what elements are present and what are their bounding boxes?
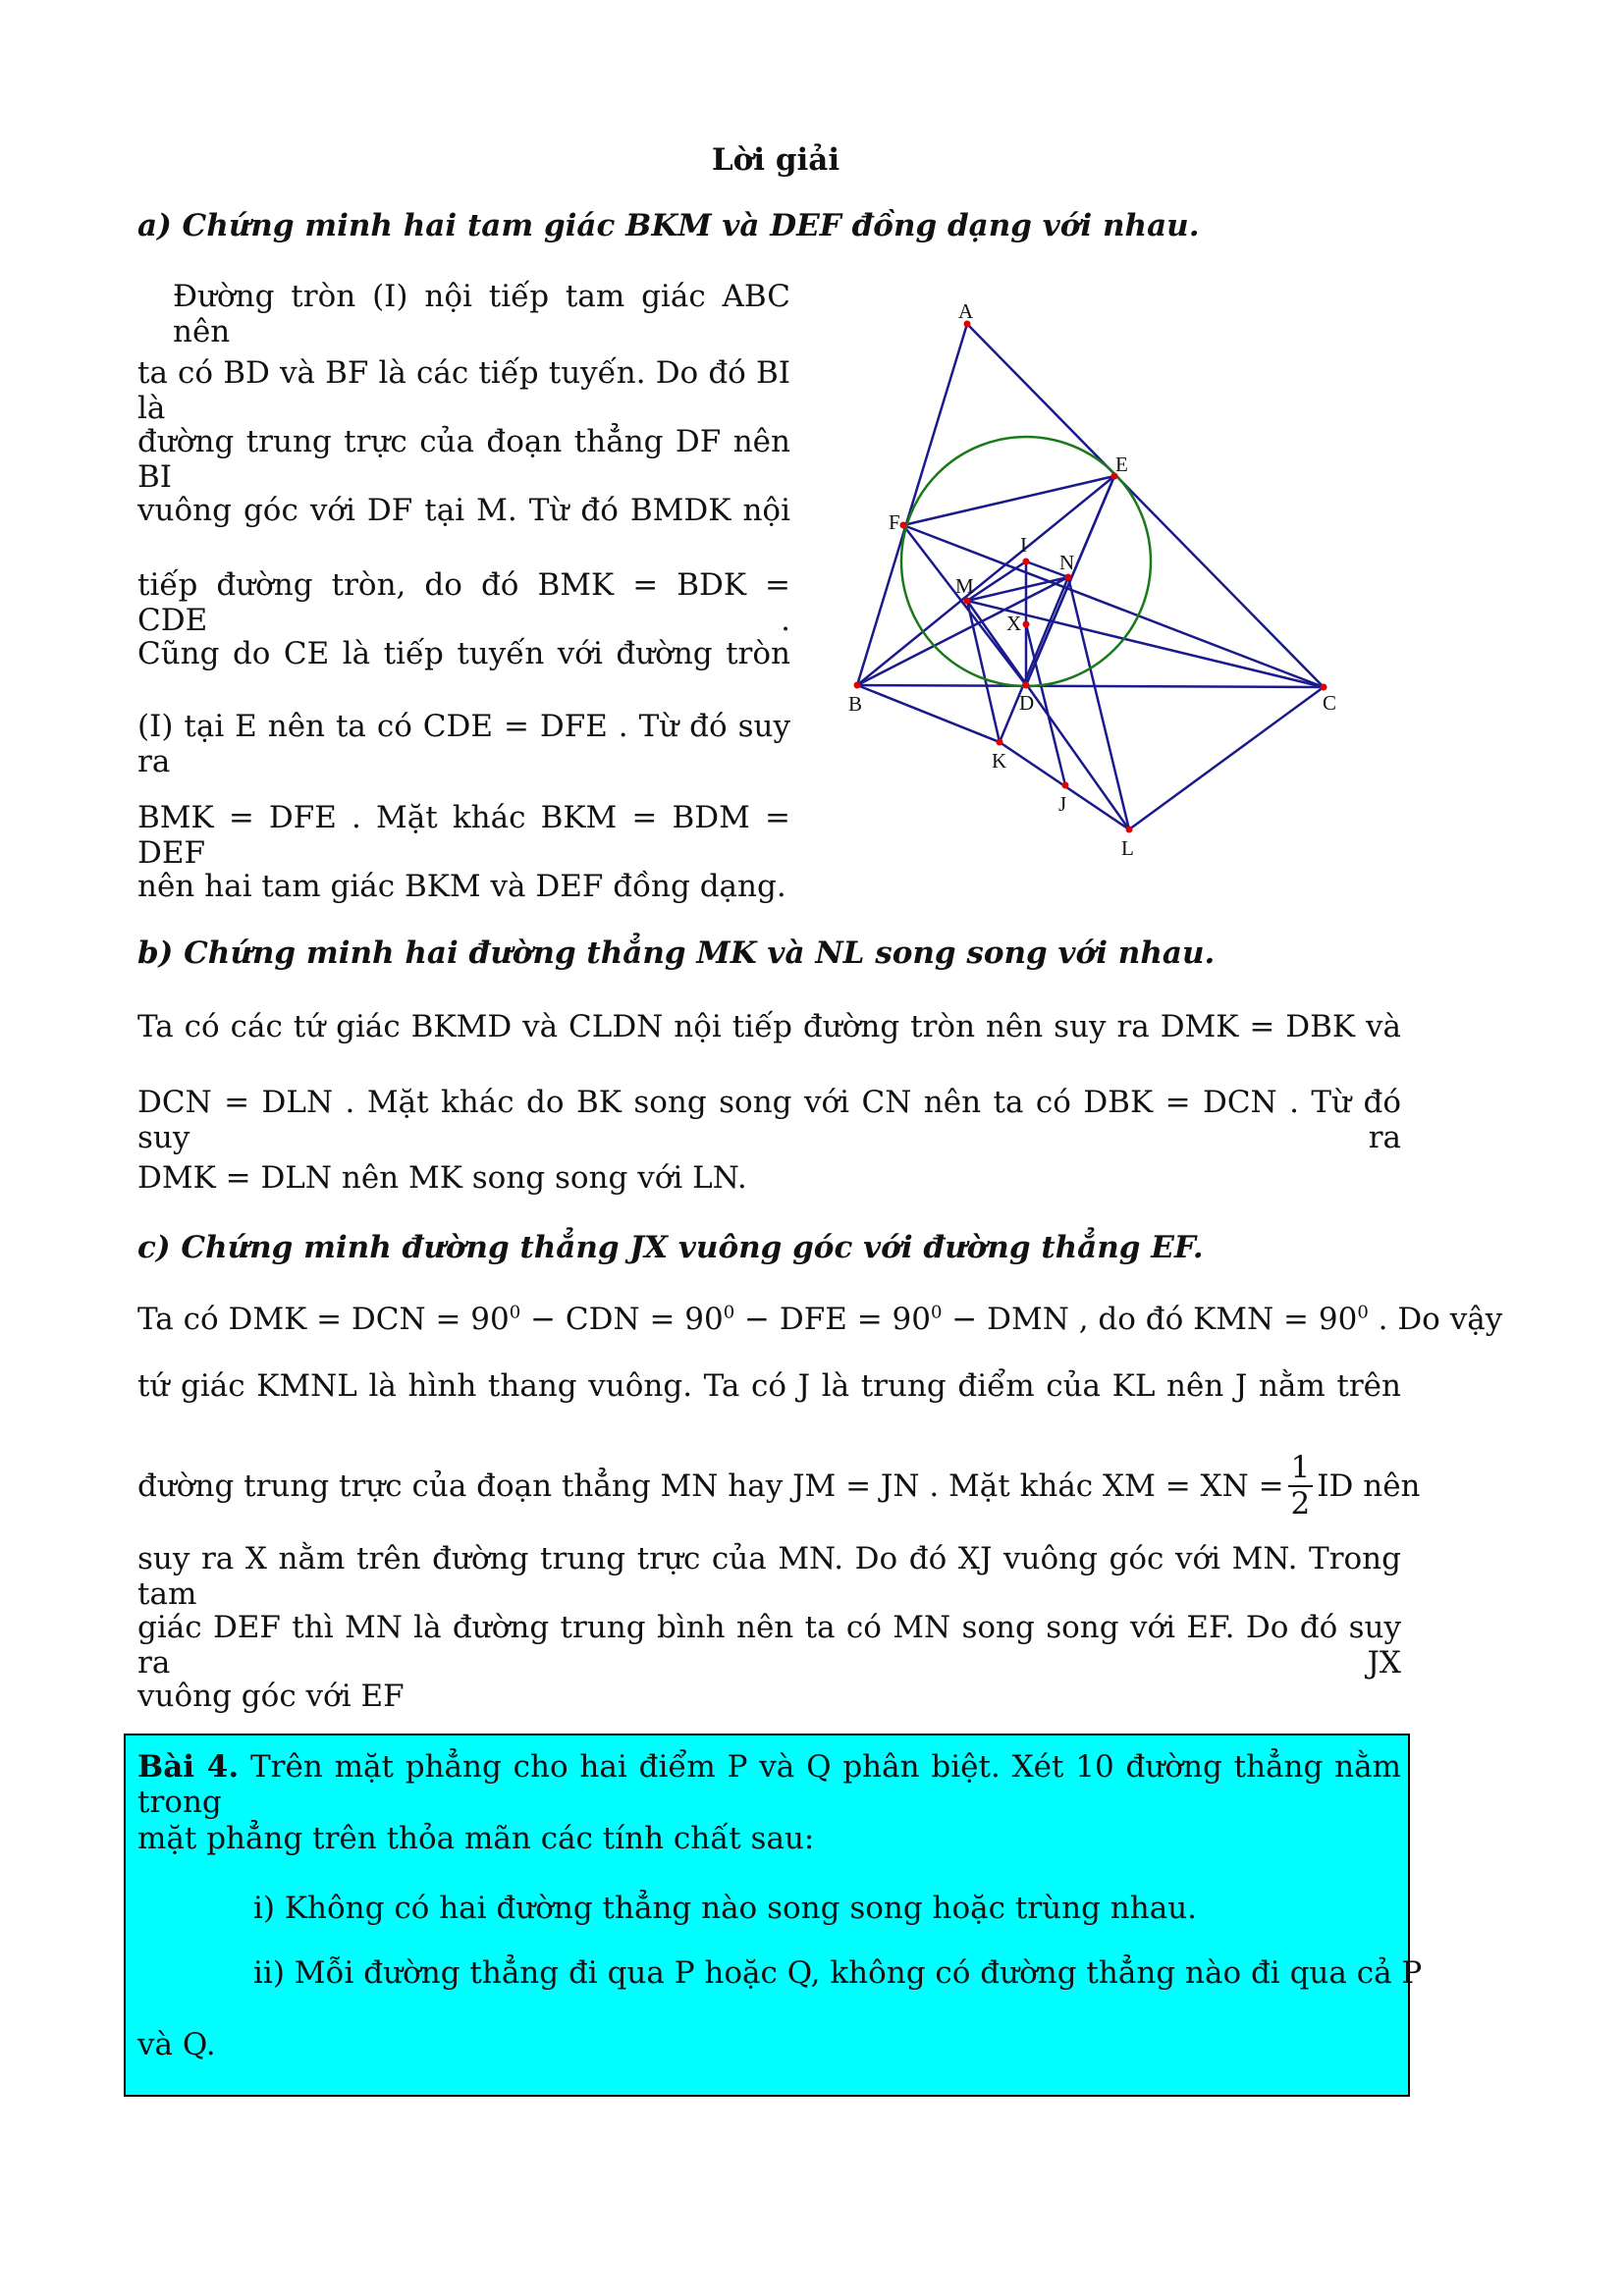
label-k: K (992, 749, 1007, 773)
part-a-line: vuông góc với DF tại M. Từ đó BMDK nội (137, 493, 790, 528)
segment (1129, 687, 1324, 829)
fraction (1288, 1450, 1314, 1522)
part-a-line: Đường tròn (I) nội tiếp tam giác ABC nên (173, 279, 790, 349)
part-c-line-6: vuông góc với EF (137, 1679, 405, 1714)
part-c-heading: c) Chứng minh đường thẳng JX vuông góc với đường thẳng EF. (137, 1230, 1204, 1265)
part-a-line: ta có BD và BF là các tiếp tuyến. Do đó BI là (137, 355, 790, 426)
text-run: . Do vậy (1368, 1302, 1503, 1337)
label-x: X (1006, 612, 1022, 635)
label-n: N (1059, 551, 1075, 574)
part-a-line: BMK = DFE . Mặt khác BKM = BDM = DEF (137, 800, 790, 871)
text-run: ID nên (1317, 1468, 1421, 1504)
part-b-heading: b) Chứng minh hai đường thẳng MK và NL song song với nhau. (137, 935, 1216, 971)
part-c-line-3 (137, 1450, 1421, 1522)
segment (857, 476, 1114, 685)
math-expression: − CDN = 90 (520, 1302, 724, 1337)
point-l (1126, 827, 1133, 833)
segment (857, 324, 967, 685)
page-title: Lời giải (711, 142, 840, 178)
label-i: I (1020, 533, 1027, 557)
segment (1068, 577, 1129, 829)
degree-sup: 0 (509, 1302, 521, 1323)
text-run: Trên mặt phẳng cho hai điểm P và Q phân biệt. Xét 10 đường thẳng nằm trong (137, 1749, 1401, 1820)
text-run: đường trung trực của đoạn thẳng MN hay JM = JN . Mặt khác XM = XN = (137, 1468, 1284, 1504)
part-a-line: nên hai tam giác BKM và DEF đồng dạng. (137, 869, 786, 904)
geometry-figure (844, 294, 1355, 864)
segment (967, 577, 1068, 601)
segment (857, 685, 1000, 742)
fraction-denominator: 2 (1290, 1486, 1311, 1522)
label-e: E (1115, 453, 1128, 476)
part-b-line: DMK = DLN nên MK song song với LN. (137, 1160, 747, 1196)
part-c-line-5: giác DEF thì MN là đường trung bình nên ta có MN song song với EF. Do đó suy ra JX (137, 1610, 1401, 1681)
point-b (854, 682, 861, 689)
part-a-heading: a) Chứng minh hai tam giác BKM và DEF đồng dạng với nhau. (137, 208, 1200, 243)
part-b-line: Ta có các tứ giác BKMD và CLDN nội tiếp đường tròn nên suy ra DMK = DBK và (137, 1009, 1401, 1044)
exercise-label: Bài 4. (137, 1749, 240, 1785)
exercise-item-1: i) Không có hai đường thẳng nào song song hoặc trùng nhau. (253, 1891, 1198, 1926)
fraction-numerator: 1 (1288, 1453, 1314, 1487)
part-c-line-2: tứ giác KMNL là hình thang vuông. Ta có J là trung điểm của KL nên J nằm trên (137, 1368, 1401, 1404)
part-c-line-1 (137, 1302, 1502, 1337)
label-a: A (958, 299, 974, 323)
point-x (1023, 621, 1030, 628)
point-k (997, 739, 1003, 746)
exercise-item-2-cont: và Q. (137, 2027, 216, 2062)
label-f: F (889, 510, 900, 534)
label-l: L (1121, 836, 1134, 860)
point-n (1065, 574, 1072, 581)
exercise-line-2: mặt phẳng trên thỏa mãn các tính chất sau: (137, 1821, 815, 1856)
point-m (964, 598, 971, 605)
point-d (1023, 682, 1030, 689)
math-expression: Ta có DMK = DCN = 90 (137, 1302, 510, 1337)
point-c (1321, 684, 1327, 691)
point-j (1062, 782, 1069, 789)
part-b-line: DCN = DLN . Mặt khác do BK song song với CN nên ta có DBK = DCN . Từ đó suy ra (137, 1085, 1401, 1155)
label-c: C (1323, 691, 1337, 715)
part-a-line: tiếp đường tròn, do đó BMK = BDK = CDE . (137, 567, 790, 638)
label-b: B (848, 692, 863, 716)
segment (857, 685, 1324, 687)
part-c-line-4: suy ra X nằm trên đường trung trực của MN. Do đó XJ vuông góc với MN. Trong tam (137, 1541, 1401, 1612)
label-m: M (955, 574, 974, 598)
exercise-item-2: ii) Mỗi đường thẳng đi qua P hoặc Q, không có đường thẳng nào đi qua cả P (253, 1955, 1423, 1991)
degree-sup: 0 (1357, 1302, 1369, 1323)
label-d: D (1019, 691, 1035, 715)
part-a-line: Cũng do CE là tiếp tuyến với đường tròn (137, 636, 790, 671)
label-j: J (1058, 792, 1067, 816)
segment (1026, 476, 1114, 685)
exercise-line-1 (137, 1749, 1401, 1820)
part-a-line: đường trung trực của đoạn thẳng DF nên BI (137, 424, 790, 495)
point-f (900, 522, 907, 529)
math-expression: − DMN , do đó KMN = 90 (942, 1302, 1358, 1337)
math-expression: − DFE = 90 (734, 1302, 931, 1337)
degree-sup: 0 (723, 1302, 735, 1323)
part-a-line: (I) tại E nên ta có CDE = DFE . Từ đó suy ra (137, 709, 790, 779)
point-i (1023, 559, 1030, 565)
degree-sup: 0 (931, 1302, 943, 1323)
